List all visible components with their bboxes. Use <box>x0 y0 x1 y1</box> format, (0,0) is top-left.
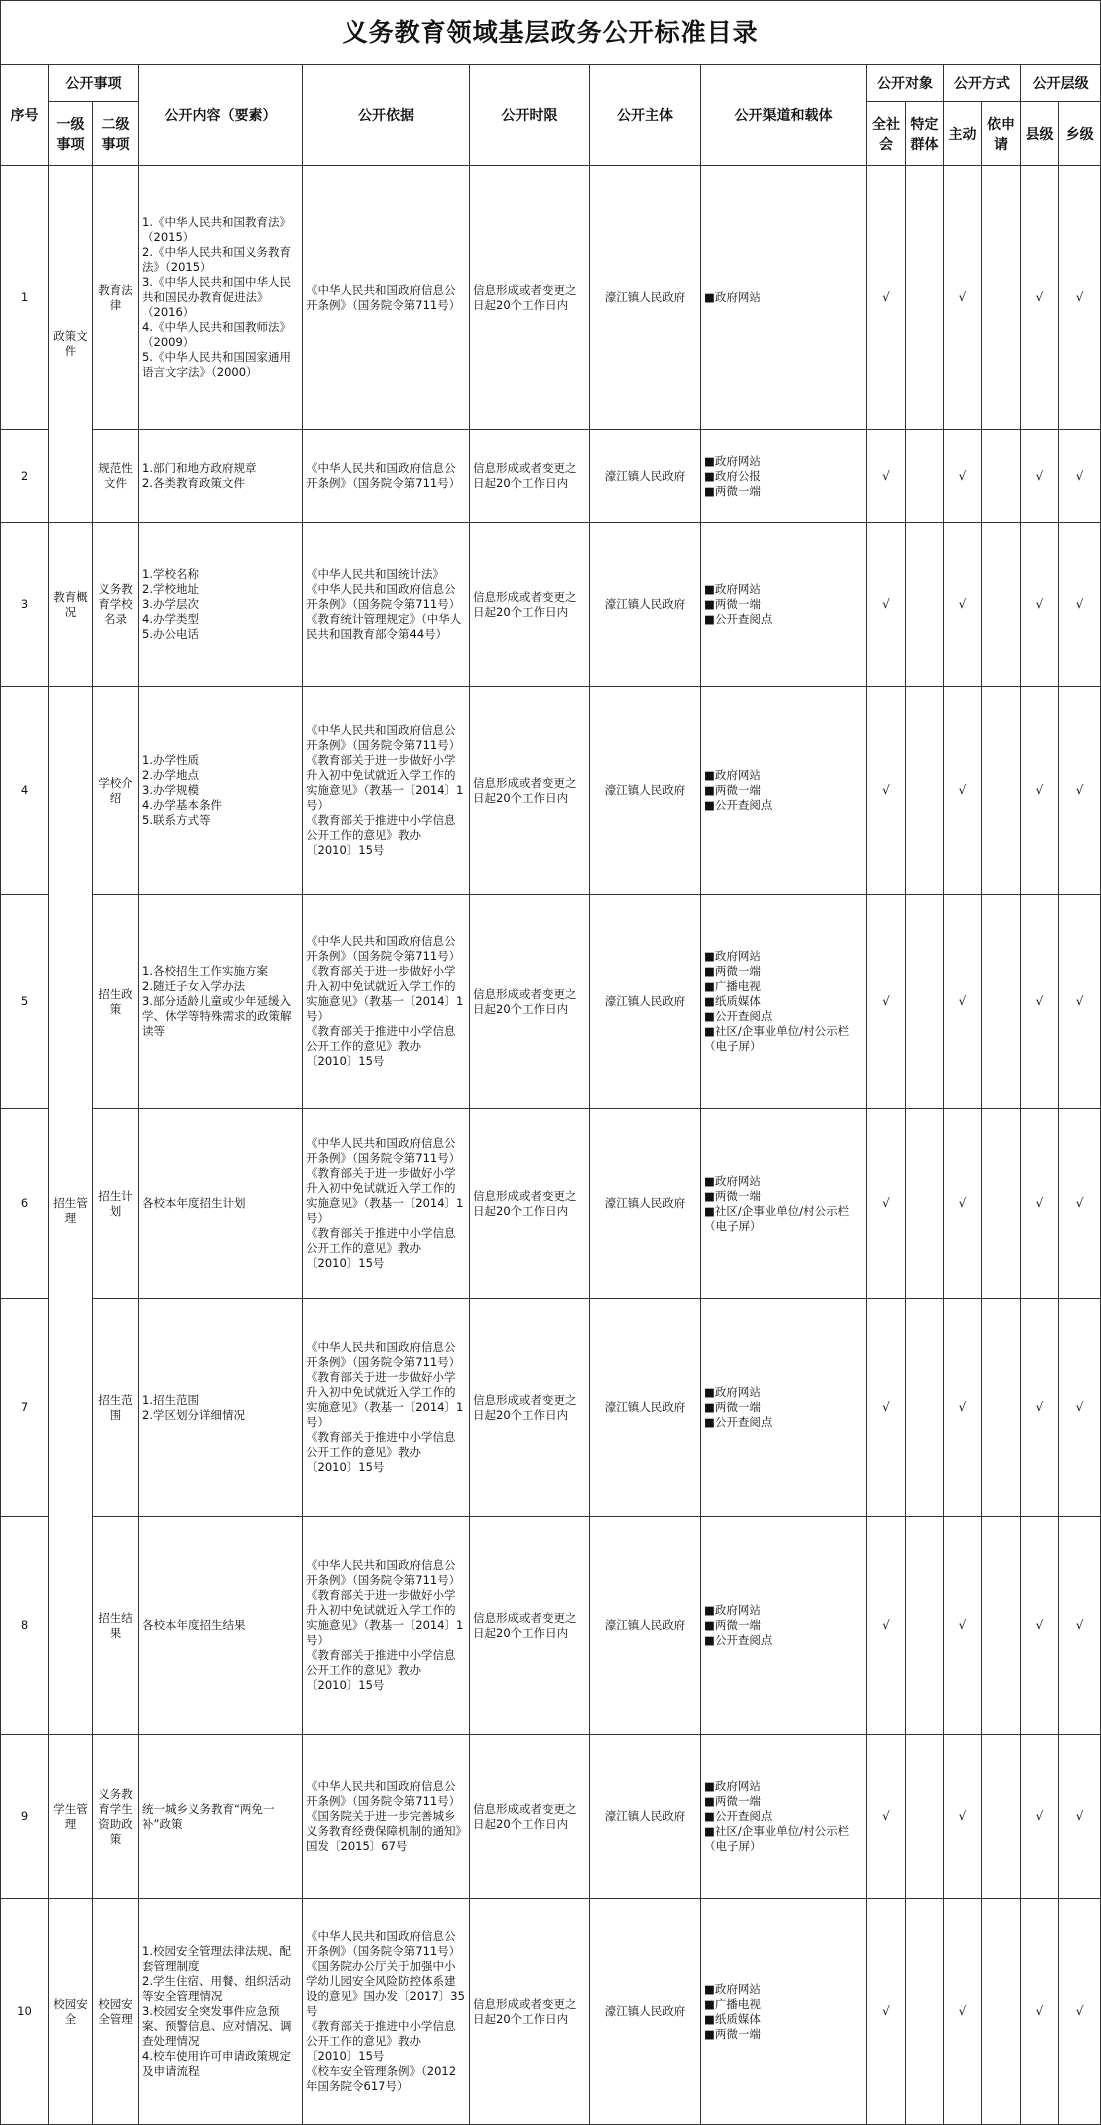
basis-cell: 《中华人民共和国政府信息公开条例》（国务院令第711号） 《教育部关于进一步做好小学升入初中免试就近入学工作的实施意见》（教基一〔2014〕1号） 《教育部关于推进中小学信息公开工作的意见》教办〔2010〕15号 <box>303 1109 470 1299</box>
header-level-county: 县级 <box>1021 102 1059 166</box>
check-method-active: √ <box>944 895 982 1109</box>
level2-cell: 校园安全管理 <box>93 1899 139 2125</box>
header-level-group: 公开层级 <box>1021 65 1101 102</box>
channels-cell: ■政府网站 ■两微一端 ■公开查阅点 <box>701 1299 867 1517</box>
check-target-special <box>906 523 944 687</box>
check-level-town: √ <box>1059 1899 1101 2125</box>
table-row <box>1 1109 1101 1299</box>
subject-cell: 濠江镇人民政府 <box>590 430 701 523</box>
level1-cell: 学生管理 <box>49 1735 93 1899</box>
content-cell: 1.校园安全管理法律法规、配套管理制度 2.学生住宿、用餐、组织活动等安全管理情况 3.校园安全突发事件应急预案、预警信息、应对情况、调查处理情况 4.校车使用许可申请政策规定及申请流程 <box>139 1899 303 2125</box>
subject-cell: 濠江镇人民政府 <box>590 1517 701 1735</box>
time-limit-cell: 信息形成或者变更之日起20个工作日内 <box>470 1899 590 2125</box>
content-cell: 1.学校名称 2.学校地址 3.办学层次 4.办学类型 5.办公电话 <box>139 523 303 687</box>
channels-cell: ■政府网站 ■两微一端 ■社区/企事业单位/村公示栏（电子屏） <box>701 1109 867 1299</box>
check-target-special <box>906 430 944 523</box>
check-target-special <box>906 1299 944 1517</box>
check-level-county: √ <box>1021 430 1059 523</box>
table-row <box>1 430 1101 523</box>
header-method-request: 依申请 <box>982 102 1021 166</box>
header-level-town: 乡级 <box>1059 102 1101 166</box>
table-row <box>1 687 1101 895</box>
check-method-request <box>982 1735 1021 1899</box>
check-level-town: √ <box>1059 1109 1101 1299</box>
check-target-all: √ <box>867 895 906 1109</box>
time-limit-cell: 信息形成或者变更之日起20个工作日内 <box>470 1517 590 1735</box>
level2-cell: 学校介绍 <box>93 687 139 895</box>
row-seq: 10 <box>1 1899 49 2125</box>
check-method-active: √ <box>944 687 982 895</box>
check-level-county: √ <box>1021 1517 1059 1735</box>
level2-cell: 义务教育学校名录 <box>93 523 139 687</box>
table-row <box>1 166 1101 430</box>
check-target-special <box>906 1109 944 1299</box>
level2-cell: 招生结果 <box>93 1517 139 1735</box>
row-seq: 4 <box>1 687 49 895</box>
content-cell: 1.各校招生工作实施方案 2.随迁子女入学办法 3.部分适龄儿童或少年延缓入学、休学等特殊需求的政策解读等 <box>139 895 303 1109</box>
header-seq: 序号 <box>1 65 49 166</box>
time-limit-cell: 信息形成或者变更之日起20个工作日内 <box>470 1735 590 1899</box>
content-cell: 1.招生范围 2.学区划分详细情况 <box>139 1299 303 1517</box>
content-cell: 1.《中华人民共和国教育法》（2015） 2.《中华人民共和国义务教育法》（2015） 3.《中华人民共和国中华人民共和国民办教育促进法》（2016） 4.《中华人民共和国教师法》（2009） 5.《中华人民共和国国家通用语言文字法》（2000） <box>139 166 303 430</box>
check-method-active: √ <box>944 1299 982 1517</box>
header-target-group: 公开对象 <box>867 65 944 102</box>
time-limit-cell: 信息形成或者变更之日起20个工作日内 <box>470 523 590 687</box>
content-cell: 各校本年度招生计划 <box>139 1109 303 1299</box>
basis-cell: 《中华人民共和国政府信息公开条例》（国务院令第711号） <box>303 430 470 523</box>
channels-cell: ■政府网站 ■政府公报 ■两微一端 <box>701 430 867 523</box>
check-method-active: √ <box>944 1109 982 1299</box>
table-row <box>1 895 1101 1109</box>
subject-cell: 濠江镇人民政府 <box>590 523 701 687</box>
check-target-all: √ <box>867 1299 906 1517</box>
row-seq: 3 <box>1 523 49 687</box>
check-target-all: √ <box>867 523 906 687</box>
level1-cell: 校园安全 <box>49 1899 93 2125</box>
check-level-county: √ <box>1021 1735 1059 1899</box>
level2-cell: 教育法律 <box>93 166 139 430</box>
check-method-active: √ <box>944 1899 982 2125</box>
check-level-town: √ <box>1059 687 1101 895</box>
basis-cell: 《中华人民共和国政府信息公开条例》（国务院令第711号） 《国务院办公厅关于加强中小学幼儿园安全风险防控体系建设的意见》国办发〔2017〕35号 《教育部关于推进中小学信息公开工作的意见》教办〔2010〕15号 《校车安全管理条例》（2012年国务院令617号） <box>303 1899 470 2125</box>
level2-cell: 招生计划 <box>93 1109 139 1299</box>
level2-cell: 规范性文件 <box>93 430 139 523</box>
basis-cell: 《中华人民共和国政府信息公开条例》（国务院令第711号） 《教育部关于进一步做好小学升入初中免试就近入学工作的实施意见》（教基一〔2014〕1号） 《教育部关于推进中小学信息公开工作的意见》教办〔2010〕15号 <box>303 1517 470 1735</box>
check-target-special <box>906 895 944 1109</box>
check-level-county: √ <box>1021 166 1059 430</box>
basis-cell: 《中华人民共和国政府信息公开条例》（国务院令第711号） 《国务院关于进一步完善城乡义务教育经费保障机制的通知》国发〔2015〕67号 <box>303 1735 470 1899</box>
header-method-group: 公开方式 <box>944 65 1021 102</box>
check-target-special <box>906 687 944 895</box>
check-level-town: √ <box>1059 523 1101 687</box>
check-target-special <box>906 1517 944 1735</box>
check-target-all: √ <box>867 687 906 895</box>
check-level-county: √ <box>1021 523 1059 687</box>
check-level-county: √ <box>1021 895 1059 1109</box>
check-target-all: √ <box>867 430 906 523</box>
subject-cell: 濠江镇人民政府 <box>590 1899 701 2125</box>
check-target-special <box>906 1735 944 1899</box>
content-cell: 1.部门和地方政府规章 2.各类教育政策文件 <box>139 430 303 523</box>
basis-cell: 《中华人民共和国政府信息公开条例》（国务院令第711号） 《教育部关于进一步做好小学升入初中免试就近入学工作的实施意见》（教基一〔2014〕1号） 《教育部关于推进中小学信息公开工作的意见》教办〔2010〕15号 <box>303 895 470 1109</box>
table-row <box>1 1517 1101 1735</box>
check-method-request <box>982 1109 1021 1299</box>
basis-cell: 《中华人民共和国政府信息公开条例》（国务院令第711号） 《教育部关于进一步做好小学升入初中免试就近入学工作的实施意见》（教基一〔2014〕1号） 《教育部关于推进中小学信息公开工作的意见》教办〔2010〕15号 <box>303 1299 470 1517</box>
check-method-request <box>982 166 1021 430</box>
level2-cell: 招生政策 <box>93 895 139 1109</box>
check-level-town: √ <box>1059 1299 1101 1517</box>
table-row <box>1 523 1101 687</box>
table-row <box>1 1735 1101 1899</box>
page-title: 义务教育领域基层政务公开标准目录 <box>1 1 1101 65</box>
check-level-county: √ <box>1021 687 1059 895</box>
check-method-active: √ <box>944 166 982 430</box>
row-seq: 2 <box>1 430 49 523</box>
time-limit-cell: 信息形成或者变更之日起20个工作日内 <box>470 895 590 1109</box>
check-target-special <box>906 1899 944 2125</box>
time-limit-cell: 信息形成或者变更之日起20个工作日内 <box>470 430 590 523</box>
check-target-all: √ <box>867 1517 906 1735</box>
check-method-active: √ <box>944 430 982 523</box>
check-target-all: √ <box>867 1735 906 1899</box>
subject-cell: 濠江镇人民政府 <box>590 687 701 895</box>
subject-cell: 濠江镇人民政府 <box>590 166 701 430</box>
row-seq: 8 <box>1 1517 49 1735</box>
check-level-town: √ <box>1059 1517 1101 1735</box>
channels-cell: ■政府网站 ■两微一端 ■公开查阅点 <box>701 687 867 895</box>
check-method-request <box>982 1517 1021 1735</box>
header-channels: 公开渠道和载体 <box>701 65 867 166</box>
check-method-active: √ <box>944 1735 982 1899</box>
channels-cell: ■政府网站 ■两微一端 ■公开查阅点 <box>701 1517 867 1735</box>
check-level-town: √ <box>1059 1735 1101 1899</box>
check-target-all: √ <box>867 1109 906 1299</box>
level1-cell: 政策文件 <box>49 166 93 523</box>
header-items-group: 公开事项 <box>49 65 139 102</box>
check-level-town: √ <box>1059 895 1101 1109</box>
content-cell: 各校本年度招生结果 <box>139 1517 303 1735</box>
header-target-special: 特定群体 <box>906 102 944 166</box>
table-row <box>1 1899 1101 2125</box>
subject-cell: 濠江镇人民政府 <box>590 895 701 1109</box>
check-method-request <box>982 1899 1021 2125</box>
header-level1: 一级事项 <box>49 102 93 166</box>
level1-cell: 招生管理 <box>49 687 93 1735</box>
basis-cell: 《中华人民共和国政府信息公开条例》（国务院令第711号） 《教育部关于进一步做好小学升入初中免试就近入学工作的实施意见》（教基一〔2014〕1号） 《教育部关于推进中小学信息公开工作的意见》教办〔2010〕15号 <box>303 687 470 895</box>
check-target-all: √ <box>867 1899 906 2125</box>
check-method-request <box>982 523 1021 687</box>
check-level-county: √ <box>1021 1299 1059 1517</box>
time-limit-cell: 信息形成或者变更之日起20个工作日内 <box>470 1109 590 1299</box>
channels-cell: ■政府网站 ■两微一端 ■公开查阅点 <box>701 523 867 687</box>
check-method-request <box>982 687 1021 895</box>
check-method-active: √ <box>944 1517 982 1735</box>
level2-cell: 义务教育学生资助政策 <box>93 1735 139 1899</box>
level1-cell: 教育概况 <box>49 523 93 687</box>
time-limit-cell: 信息形成或者变更之日起20个工作日内 <box>470 1299 590 1517</box>
row-seq: 9 <box>1 1735 49 1899</box>
row-seq: 7 <box>1 1299 49 1517</box>
check-level-county: √ <box>1021 1109 1059 1299</box>
header-basis: 公开依据 <box>303 65 470 166</box>
check-level-town: √ <box>1059 166 1101 430</box>
row-seq: 6 <box>1 1109 49 1299</box>
content-cell: 统一城乡义务教育“两免一补”政策 <box>139 1735 303 1899</box>
basis-cell: 《中华人民共和国政府信息公开条例》（国务院令第711号） <box>303 166 470 430</box>
time-limit-cell: 信息形成或者变更之日起20个工作日内 <box>470 687 590 895</box>
header-content: 公开内容（要素） <box>139 65 303 166</box>
header-time-limit: 公开时限 <box>470 65 590 166</box>
level2-cell: 招生范围 <box>93 1299 139 1517</box>
header-subject: 公开主体 <box>590 65 701 166</box>
time-limit-cell: 信息形成或者变更之日起20个工作日内 <box>470 166 590 430</box>
table-row <box>1 1299 1101 1517</box>
channels-cell: ■政府网站 ■两微一端 ■公开查阅点 ■社区/企事业单位/村公示栏（电子屏） <box>701 1735 867 1899</box>
header-level2: 二级事项 <box>93 102 139 166</box>
check-method-request <box>982 430 1021 523</box>
subject-cell: 濠江镇人民政府 <box>590 1299 701 1517</box>
channels-cell: ■政府网站 <box>701 166 867 430</box>
check-method-active: √ <box>944 523 982 687</box>
subject-cell: 濠江镇人民政府 <box>590 1735 701 1899</box>
check-method-request <box>982 1299 1021 1517</box>
channels-cell: ■政府网站 ■广播电视 ■纸质媒体 ■两微一端 <box>701 1899 867 2125</box>
header-method-active: 主动 <box>944 102 982 166</box>
check-method-request <box>982 895 1021 1109</box>
content-cell: 1.办学性质 2.办学地点 3.办学规模 4.办学基本条件 5.联系方式等 <box>139 687 303 895</box>
row-seq: 5 <box>1 895 49 1109</box>
basis-cell: 《中华人民共和国统计法》 《中华人民共和国政府信息公开条例》（国务院令第711号） 《教育统计管理规定》（中华人民共和国教育部令第44号） <box>303 523 470 687</box>
row-seq: 1 <box>1 166 49 430</box>
check-level-county: √ <box>1021 1899 1059 2125</box>
check-level-town: √ <box>1059 430 1101 523</box>
channels-cell: ■政府网站 ■两微一端 ■广播电视 ■纸质媒体 ■公开查阅点 ■社区/企事业单位/村公示栏（电子屏） <box>701 895 867 1109</box>
header-target-all: 全社会 <box>867 102 906 166</box>
subject-cell: 濠江镇人民政府 <box>590 1109 701 1299</box>
check-target-special <box>906 166 944 430</box>
check-target-all: √ <box>867 166 906 430</box>
